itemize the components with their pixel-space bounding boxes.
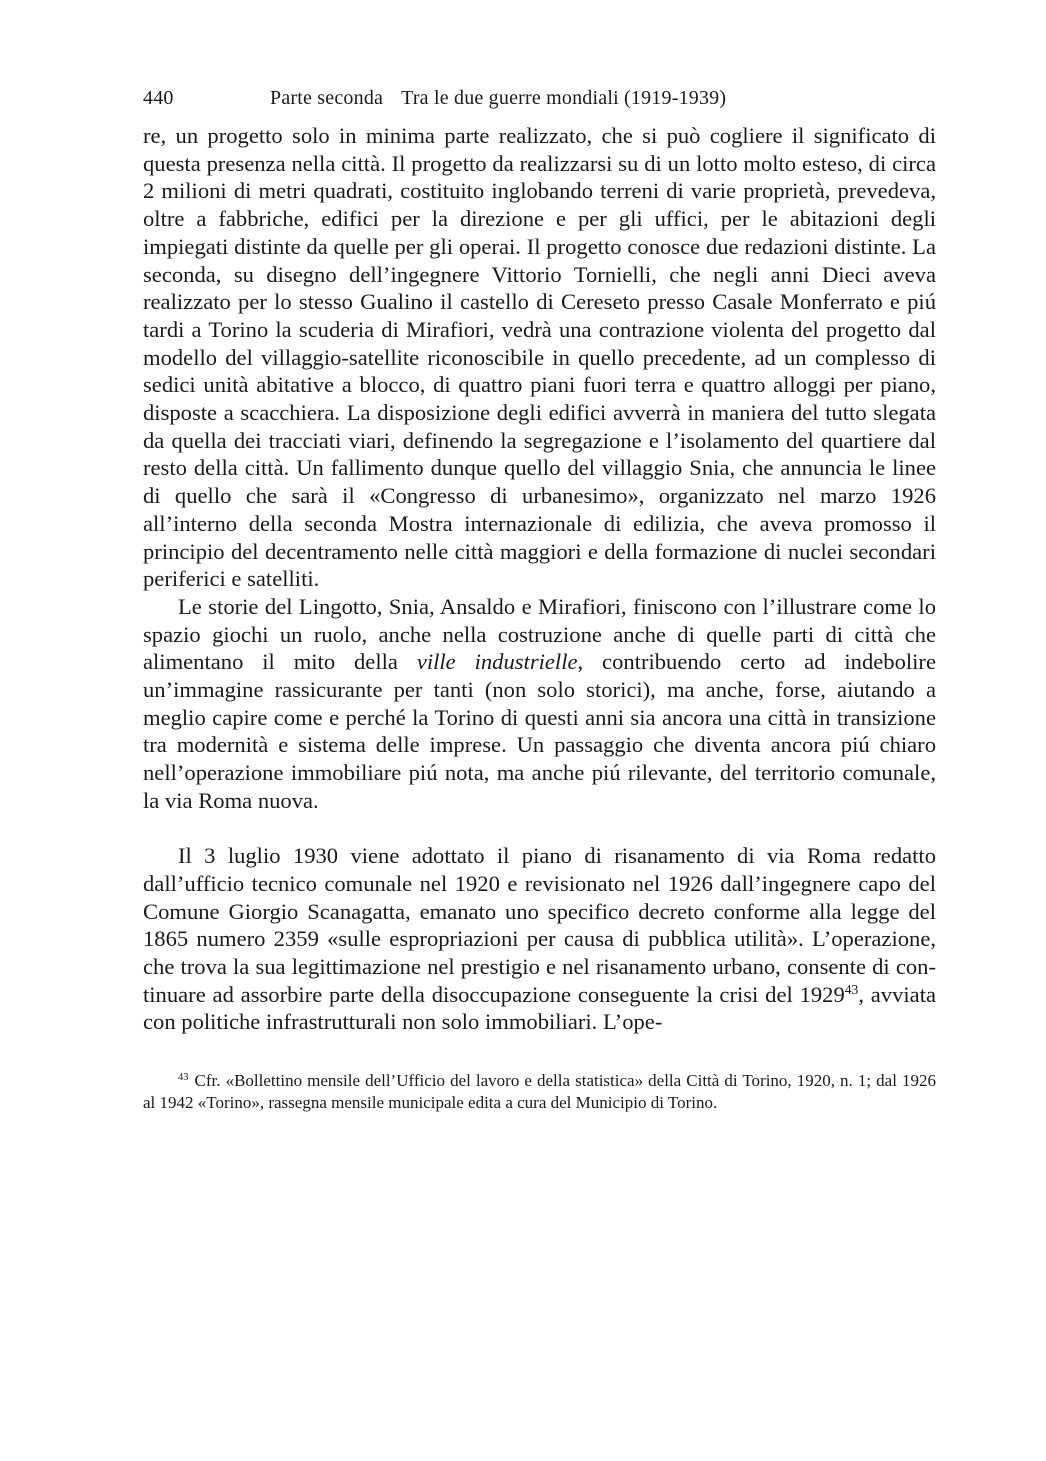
paragraph-text: , avviata con politiche infrastrutturali non solo immobiliari. L’ope- <box>143 981 937 1035</box>
book-page <box>143 84 936 1114</box>
italic-term: ville industrielle <box>416 649 578 675</box>
paragraph-text: Le storie del Lingotto, Snia, Ansaldo e Mirafiori, finiscono con l’illustrare come lo spazio giochi un ruolo, anche nella costruzione anche di quelle parti di città che alimentano il mito della <box>143 593 936 675</box>
footnote-reference[interactable]: 43 <box>844 982 859 998</box>
section-title: Tra le due guerre mondiali (1919-1939) <box>401 87 727 109</box>
paragraph <box>143 593 936 815</box>
part-title: Parte seconda <box>270 87 384 109</box>
paragraph-text: Il 3 luglio 1930 viene adottato il piano di risanamento di via Roma redatto dall’ufficio tecnico comunale nel 1920 e revisionato nel 1926 dall’ingegnere capo del Comune Giorgio Scanagatta, emanato uno specifico decreto conforme alla legge del 1865 numero 2359 «sulle espropriazioni per causa di pubblica utilità». L’operazione, che trova la sua legittimazione nel prestigio e nel risanamento urbano, consente di continuare ad assorbire parte della disoccupazione conseguente la crisi del 1929 <box>143 843 936 1007</box>
footnote-text: Cfr. «Bollettino mensile dell’Ufficio del lavoro e della statistica» della Città di Torino, 1920, n. 1; dal 1926 al 1942 «Torino», rassegna mensile municipale edita a cura del Municipio di Torino. <box>143 1071 936 1113</box>
paragraph-continuation: re, un progetto solo in minima parte realizzato, che si può cogliere il significato di questa presenza nella città. Il progetto da realizzarsi su di un lotto molto esteso, di circa 2 milioni di metri quadrati, costituito inglobando terreni di varie proprietà, prevedeva, oltre a fabbriche, edifici per la direzione e per gli uffici, per le abitazioni degli impiegati distinte da quelle per gli operai. Il progetto conosce due redazioni distinte. La seconda, su disegno dell’ingegnere Vittorio Tornielli, che negli anni Dieci aveva realizzato per lo stesso Gualino il castello di Cereseto presso Casale Monferrato e piú tardi a Torino la scuderia di Mirafiori, vedrà una contrazione violenta del progetto dal modello del villaggio-satellite riconoscibile in quello precedente, ad un complesso di sedici unità abitative a blocco, di quattro piani fuori terra e quattro alloggi per piano, disposte a scacchiera. La disposizione degli edifici avverrà in maniera del tutto slegata da quella dei tracciati viari, definendo la segregazione e l’isolamento del quartiere dal resto della città. Un fallimento dunque quello del villaggio Snia, che annuncia le linee di quello che sarà il «Congresso di urbanesimo», organizzato nel marzo 1926 all’interno della seconda Mostra internazionale di edilizia, che aveva promosso il principio del decentramento nelle città maggiori e della formazione di nuclei secondari periferici e satelliti. <box>143 123 936 592</box>
page-number: 440 <box>143 87 174 109</box>
paragraph-text: , contribuendo certo ad indebolire un’immagine rassicurante per tanti (non solo storici), ma anche, forse, aiutando a meglio capire come e perché la Torino di questi anni sia ancora una città in transizione tra modernità e sistema delle imprese. Un passaggio che diventa ancora piú chiaro nell’operazione immobiliare piú nota, ma anche piú rilevante, del territorio comunale, la via Roma nuova. <box>143 649 936 813</box>
footnote <box>143 1070 936 1114</box>
body-text <box>143 122 936 1036</box>
footnote-number: 43 <box>178 1072 189 1084</box>
running-head <box>143 84 936 112</box>
footnotes <box>143 1070 936 1114</box>
paragraph <box>143 842 936 1036</box>
